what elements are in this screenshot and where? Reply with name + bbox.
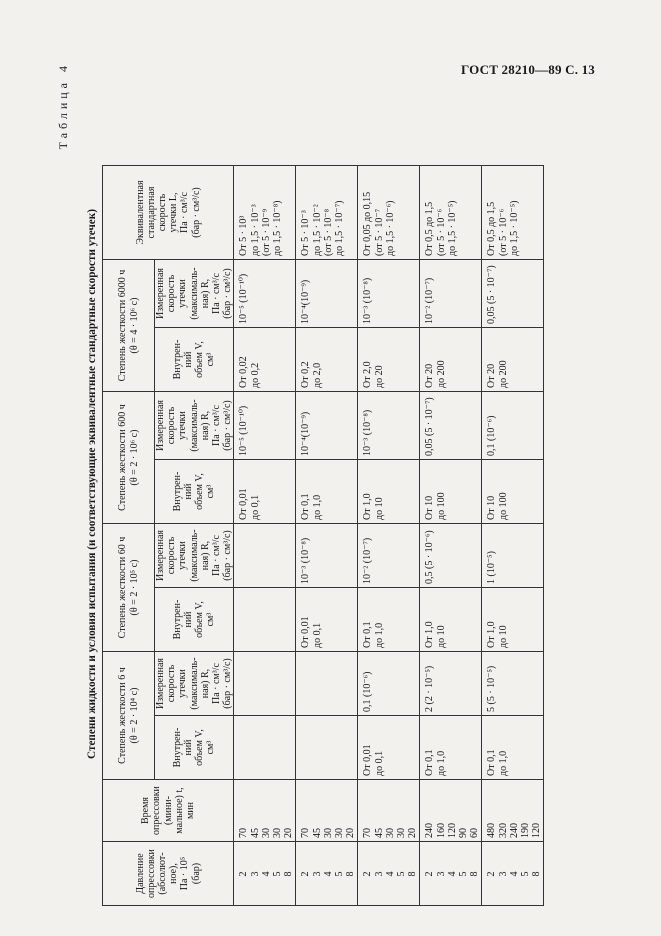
rate-60h-cell: 10⁻³ (10⁻⁸) <box>296 524 358 588</box>
header-volume: Внутрен- ний объем V, см³ <box>155 328 234 392</box>
rotated-table-block <box>56 62 616 906</box>
volume-600h-cell: От 10 до 100 <box>420 460 482 524</box>
equivalent-rate-cell: От 0,5 до 1,5 (от 5 · 10⁻⁶ до 1,5 · 10⁻⁵) <box>420 166 482 260</box>
volume-6h-cell: От 0,1 до 1,0 <box>420 716 482 780</box>
header-volume: Внутрен- ний объем V, см³ <box>155 588 234 652</box>
rate-6000h-cell: 10⁻⁵ (10⁻¹⁰) <box>234 260 296 328</box>
rate-60h-cell <box>234 524 296 588</box>
rate-6h-cell: 2 (2 · 10⁻⁵) <box>420 652 482 716</box>
volume-6h-cell <box>234 716 296 780</box>
rate-6000h-cell: 10⁻⁴(10⁻⁹) <box>296 260 358 328</box>
header-measured-rate: Измеренная скорость утечки (максималь- ная) R, Па · см³/с (бар · см³/с) <box>155 260 234 328</box>
header-time: Время опрессовки (мини- мальное) t, мин <box>103 780 234 842</box>
equivalent-rate-cell: От 0,5 до 1,5 (от 5 · 10⁻⁶ до 1,5 · 10⁻⁵) <box>482 166 544 260</box>
header-group-6000h: Степень жесткости 6000 ч (θ = 4 · 10⁶ с) <box>103 260 155 392</box>
rate-600h-cell: 10⁻⁴(10⁻⁹) <box>296 392 358 460</box>
table-row <box>234 166 296 906</box>
rate-6000h-cell: 0,05 (5 · 10⁻⁷) <box>482 260 544 328</box>
volume-6000h-cell: От 0,2 до 2,0 <box>296 328 358 392</box>
rate-6h-cell: 0,1 (10⁻⁶) <box>358 652 420 716</box>
rate-6h-cell <box>234 652 296 716</box>
header-pressure: Давление опрессовки (абсолют- ное), Па · 10⁵ (бар) <box>103 842 234 906</box>
rate-60h-cell: 1 (10⁻⁵) <box>482 524 544 588</box>
time-cell: 240 160 120 90 60 <box>420 780 482 842</box>
rate-60h-cell: 0,5 (5 · 10⁻⁶) <box>420 524 482 588</box>
volume-60h-cell: От 0,01 до 0,1 <box>296 588 358 652</box>
volume-600h-cell: От 1,0 до 10 <box>358 460 420 524</box>
equivalent-rate-cell: От 0,05 до 0,15 (от 5 · 10⁻⁷ до 1,5 · 10⁻⁶) <box>358 166 420 260</box>
pressure-cell: 2 3 4 5 8 <box>234 842 296 906</box>
pressure-cell: 2 3 4 5 8 <box>296 842 358 906</box>
volume-6000h-cell: От 20 до 200 <box>482 328 544 392</box>
volume-600h-cell: От 0,01 до 0,1 <box>234 460 296 524</box>
equivalent-rate-cell: От 5 · 10³ до 1,5 · 10⁻³ (от 5 · 10⁻⁹ до 1,5 · 10⁻⁸) <box>234 166 296 260</box>
header-measured-rate: Измеренная скорость утечки (максималь- ная) R, Па · см³/с (бар · см³/с) <box>155 392 234 460</box>
volume-60h-cell: От 0,1 до 1,0 <box>358 588 420 652</box>
pressure-cell: 2 3 4 5 8 <box>358 842 420 906</box>
volume-6h-cell: От 0,1 до 1,0 <box>482 716 544 780</box>
volume-6000h-cell: От 2,0 до 20 <box>358 328 420 392</box>
time-cell: 70 45 30 30 20 <box>358 780 420 842</box>
leak-rate-table <box>102 165 544 906</box>
rate-6h-cell <box>296 652 358 716</box>
header-volume: Внутрен- ний объем V, см³ <box>155 460 234 524</box>
rate-60h-cell: 10⁻² (10⁻⁷) <box>358 524 420 588</box>
rate-6000h-cell: 10⁻³ (10⁻⁸) <box>358 260 420 328</box>
table-row <box>482 166 544 906</box>
pressure-cell: 2 3 4 5 8 <box>482 842 544 906</box>
rate-6000h-cell: 10⁻² (10⁻⁷) <box>420 260 482 328</box>
rate-6h-cell: 5 (5 · 10⁻⁵) <box>482 652 544 716</box>
time-cell: 480 320 240 190 120 <box>482 780 544 842</box>
table-label: Таблица 4 <box>56 62 70 150</box>
table-caption: Степени жидкости и условия испытания (и соответствующие эквивалентные стандартные скорости утечек) <box>86 209 98 759</box>
pressure-cell: 2 3 4 5 8 <box>420 842 482 906</box>
table-row <box>296 166 358 906</box>
time-cell: 70 45 30 30 20 <box>296 780 358 842</box>
header-measured-rate: Измеренная скорость утечки (максималь- ная) R, Па · см³/с (бар · см³/с) <box>155 524 234 588</box>
rate-600h-cell: 0,1 (10⁻⁶) <box>482 392 544 460</box>
volume-600h-cell: От 0,1 до 1,0 <box>296 460 358 524</box>
volume-6000h-cell: От 20 до 200 <box>420 328 482 392</box>
header-group-6h: Степень жесткости 6 ч (θ = 2 · 10⁴ с) <box>103 652 155 780</box>
header-group-600h: Степень жесткости 600 ч (θ = 2 · 10⁶ с) <box>103 392 155 524</box>
header-group-60h: Степень жесткости 60 ч (θ = 2 · 10⁵ с) <box>103 524 155 652</box>
rate-600h-cell: 10⁻³ (10⁻⁸) <box>358 392 420 460</box>
table-row <box>420 166 482 906</box>
rate-600h-cell: 10⁻⁵ (10⁻¹⁰) <box>234 392 296 460</box>
volume-60h-cell <box>234 588 296 652</box>
volume-60h-cell: От 1,0 до 10 <box>482 588 544 652</box>
volume-6000h-cell: От 0,02 до 0,2 <box>234 328 296 392</box>
table-row <box>358 166 420 906</box>
header-volume: Внутрен- ний объем V, см³ <box>155 716 234 780</box>
volume-6h-cell: От 0,01 до 0,1 <box>358 716 420 780</box>
volume-6h-cell <box>296 716 358 780</box>
rate-600h-cell: 0,05 (5 · 10⁻⁷) <box>420 392 482 460</box>
header-equivalent-rate: Эквивалентная стандартная скорость утечки L, Па · см³/с (бар · см³/с) <box>103 166 234 260</box>
header-row-groups <box>103 166 155 906</box>
volume-60h-cell: От 1,0 до 10 <box>420 588 482 652</box>
time-cell: 70 45 30 30 20 <box>234 780 296 842</box>
page-header: ГОСТ 28210—89 С. 13 <box>461 62 595 77</box>
volume-600h-cell: От 10 до 100 <box>482 460 544 524</box>
equivalent-rate-cell: От 5 · 10⁻³ до 1,5 · 10⁻² (от 5 · 10⁻⁸ до 1,5 · 10⁻⁷) <box>296 166 358 260</box>
header-measured-rate: Измеренная скорость утечки (максималь- ная) R, Па · см³/с (бар · см³/с) <box>155 652 234 716</box>
